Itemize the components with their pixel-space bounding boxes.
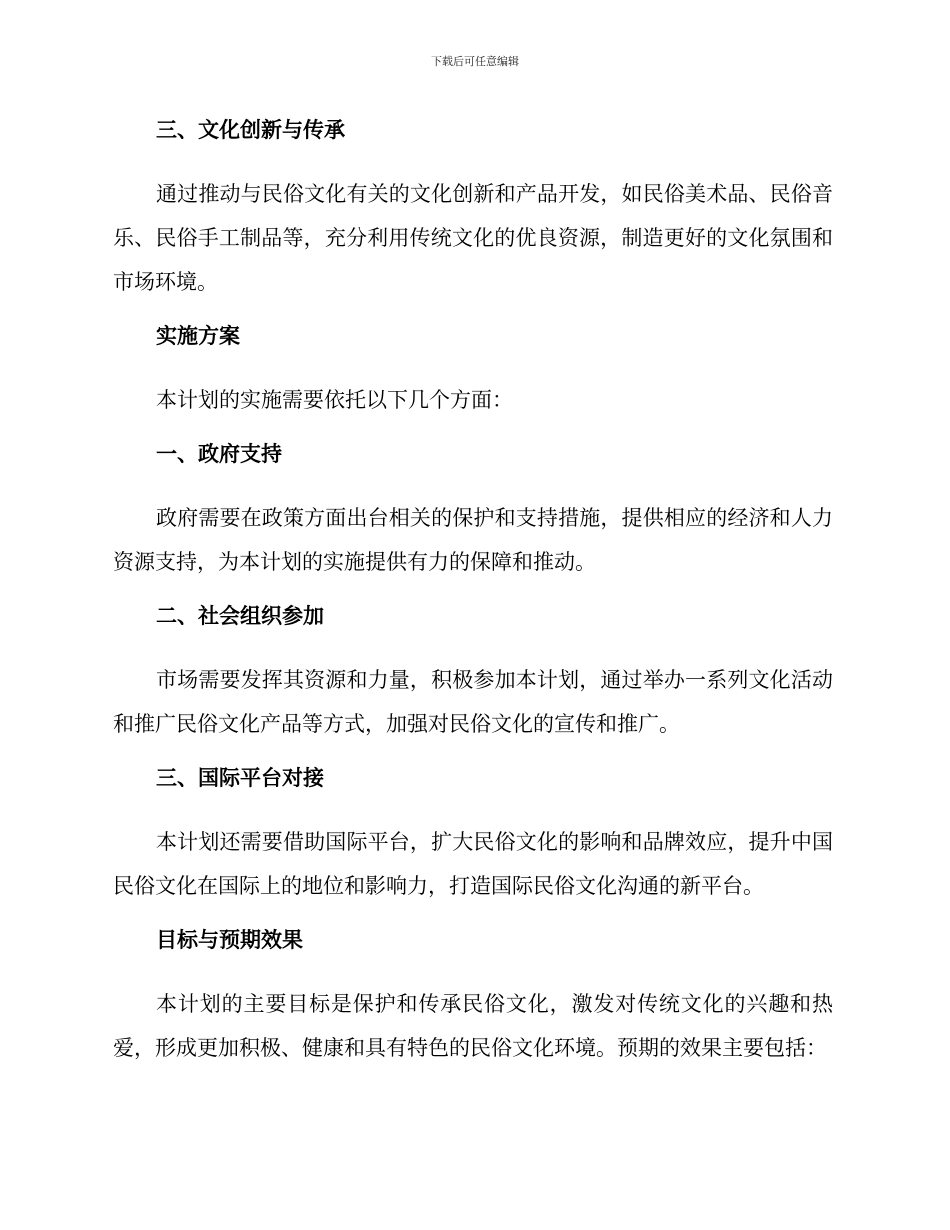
paragraph-international-platform: 本计划还需要借助国际平台，扩大民俗文化的影响和品牌效应，提升中国民俗文化在国际上的地位和影响力，打造国际民俗文化沟通的新平台。 — [113, 830, 833, 898]
paragraph-goals-effects: 本计划的主要目标是保护和传承民俗文化，激发对传统文化的兴趣和热爱，形成更加积极、健康和具有特色的民俗文化环境。预期的效果主要包括： — [113, 992, 833, 1060]
paragraph-social-organizations: 市场需要发挥其资源和力量，积极参加本计划，通过举办一系列文化活动和推广民俗文化产品等方式，加强对民俗文化的宣传和推广。 — [113, 668, 833, 736]
section-heading-social-organizations: 二、社会组织参加 — [156, 604, 324, 628]
section-heading-international-platform: 三、国际平台对接 — [156, 766, 324, 790]
document-body — [113, 112, 833, 1084]
paragraph-implementation: 本计划的实施需要依托以下几个方面： — [156, 388, 513, 412]
section-heading-culture-innovation: 三、文化创新与传承 — [156, 118, 345, 142]
section-heading-implementation: 实施方案 — [156, 324, 240, 348]
paragraph-government-support: 政府需要在政策方面出台相关的保护和支持措施，提供相应的经济和人力资源支持，为本计划的实施提供有力的保障和推动。 — [113, 506, 833, 574]
section-heading-goals-effects: 目标与预期效果 — [156, 928, 303, 952]
page-header-note: 下载后可任意编辑 — [431, 55, 519, 68]
section-heading-government-support: 一、政府支持 — [156, 442, 282, 466]
paragraph-culture-innovation: 通过推动与民俗文化有关的文化创新和产品开发，如民俗美术品、民俗音乐、民俗手工制品等，充分利用传统文化的优良资源，制造更好的文化氛围和市场环境。 — [113, 182, 833, 294]
